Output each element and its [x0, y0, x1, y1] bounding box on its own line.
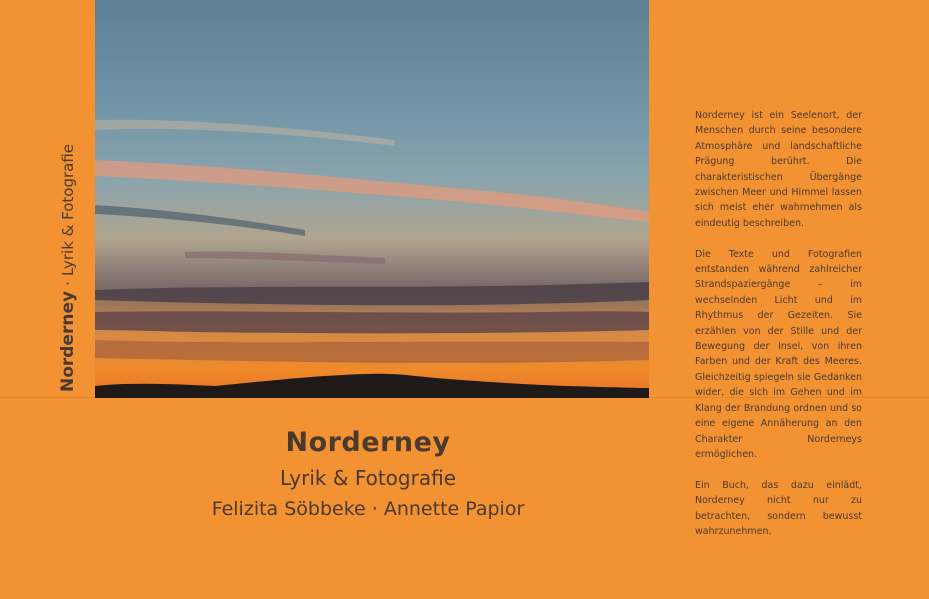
book-title: Norderney [285, 427, 451, 458]
book-authors: Felizita Söbbeke · Annette Papior [211, 498, 525, 520]
blurb-paragraph: Norderney ist ein Seelenort, der Menschen durch seine besondere Atmosphäre und landschaftliche Prägung berührt. Die charakteristischen Übergänge zwischen Meer und Himmel lassen sich meist eher wahrnehmen als eindeutig beschreiben. [695, 110, 862, 229]
blurb-paragraph: Ein Buch, das dazu einlädt, Norderney nicht nur zu betrachten, sondern bewusst wahrzunehmen. [695, 479, 862, 537]
back-cover-blurb [695, 108, 862, 555]
spine-text [58, 144, 78, 392]
cover-photo [95, 0, 649, 398]
book-subtitle: Lyrik & Fotografie [280, 466, 456, 490]
blurb-paragraph: Die Texte und Fotografien entstanden während zahlreicher Strandspaziergänge – im wechselnden Licht und im Rhythmus der Gezeiten. Sie erzählen von der Stille und der Bewegung der Insel, von ihren Farben und der Kraft des Meeres. Gleichzeitig spiegeln sie Gedanken wider, die sich im Gehen und im Klang der Brandung ordnen und so eine eigene Annäherung an den Charakter Norderneys ermöglichen. [695, 248, 862, 460]
spine-separator: · [59, 281, 77, 286]
cover-title-block [95, 424, 641, 524]
book-spine [52, 143, 84, 393]
sunset-photo-icon [95, 0, 649, 398]
spine-title: Norderney [58, 290, 78, 393]
spine-subtitle: Lyrik & Fotografie [59, 143, 77, 276]
